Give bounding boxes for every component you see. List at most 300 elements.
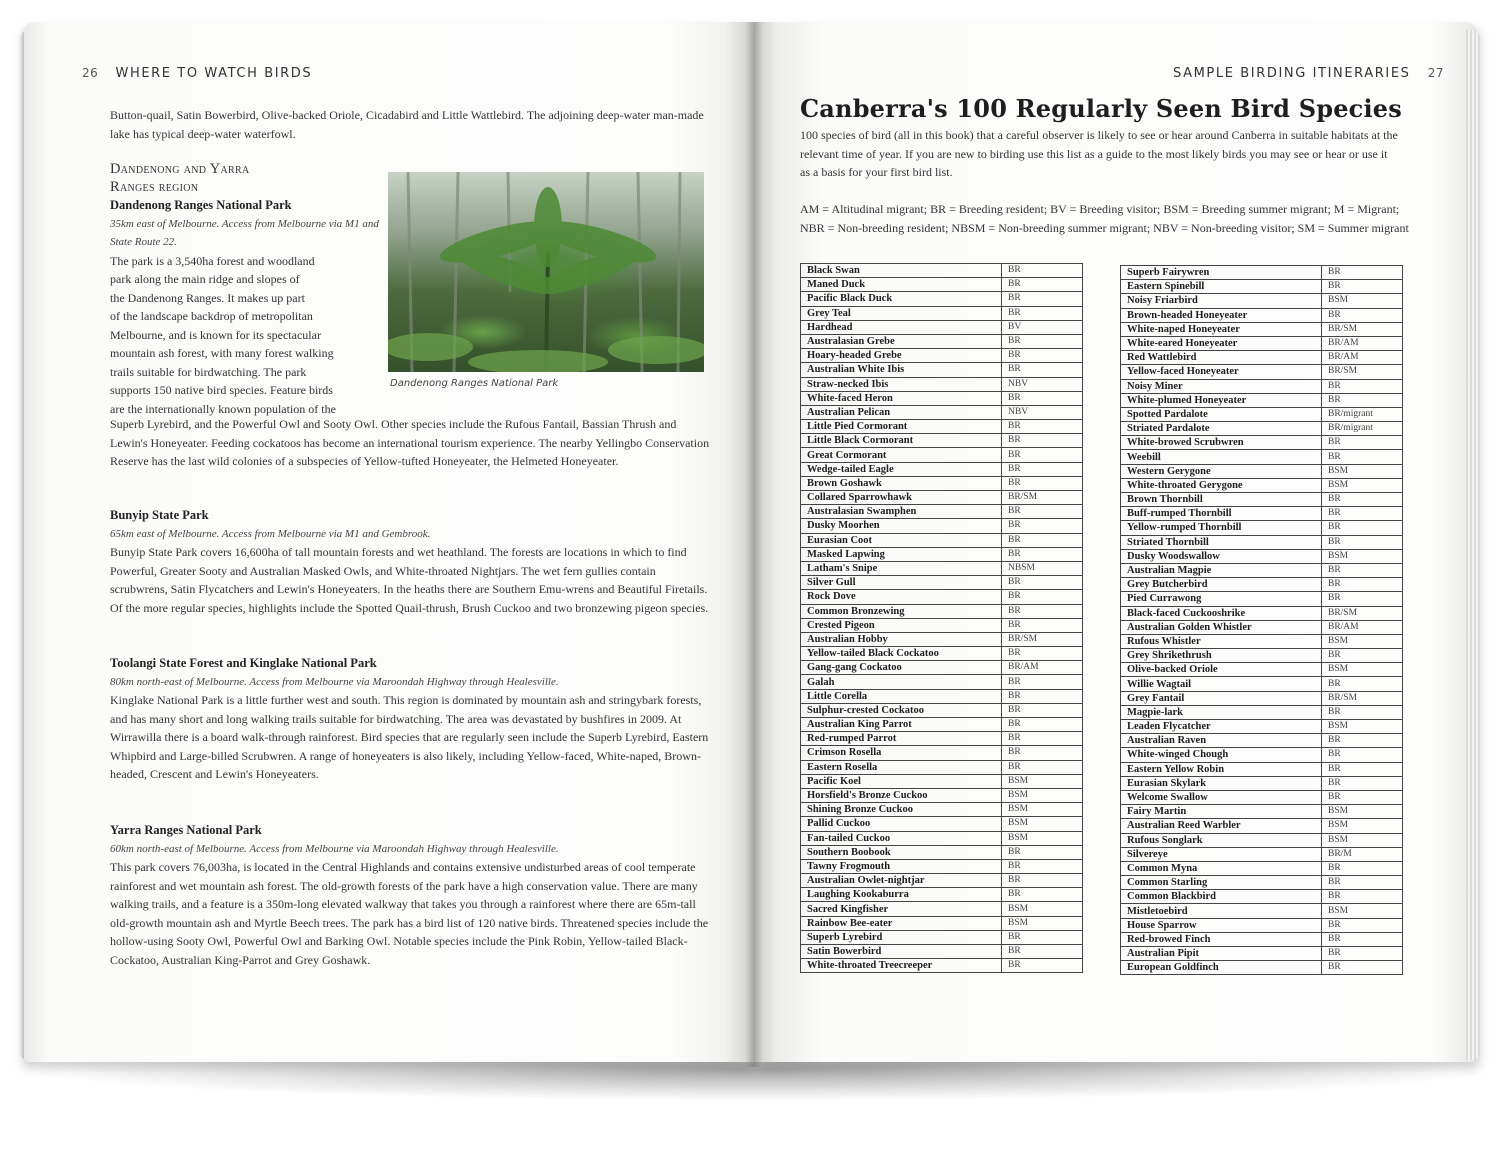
species-status: BR <box>1322 734 1403 748</box>
species-name: Australian Reed Warbler <box>1121 819 1322 833</box>
page-edges-right <box>1466 30 1480 1060</box>
species-status: BR <box>1002 576 1083 590</box>
species-name: Pacific Koel <box>801 774 1002 788</box>
table-row <box>801 930 1083 944</box>
species-name: Collared Sparrowhawk <box>801 491 1002 505</box>
table-row <box>1121 833 1403 847</box>
species-name: Little Black Cormorant <box>801 434 1002 448</box>
species-status: BSM <box>1322 805 1403 819</box>
species-status: BSM <box>1002 788 1083 802</box>
table-row <box>1121 918 1403 932</box>
species-status: NBV <box>1002 405 1083 419</box>
species-name: Black-faced Cuckooshrike <box>1121 606 1322 620</box>
table-row <box>801 576 1083 590</box>
species-status: BR <box>1002 760 1083 774</box>
species-status: BR <box>1322 563 1403 577</box>
table-row <box>1121 606 1403 620</box>
right-running-head <box>1173 66 1444 81</box>
species-status: BR/AM <box>1002 661 1083 675</box>
species-status: BSM <box>1002 831 1083 845</box>
species-status: BR <box>1002 618 1083 632</box>
park-title-toolangi: Toolangi State Forest and Kinglake National Park <box>110 656 377 670</box>
park-title-yarra: Yarra Ranges National Park <box>110 823 262 837</box>
species-name: Galah <box>801 675 1002 689</box>
intro-block <box>800 126 1400 182</box>
table-row <box>1121 507 1403 521</box>
species-status: BR <box>1002 647 1083 661</box>
species-status: NBSM <box>1002 561 1083 575</box>
species-name: Western Gerygone <box>1121 464 1322 478</box>
right-running-title: SAMPLE BIRDING ITINERARIES <box>1173 66 1411 81</box>
species-status: BV <box>1002 320 1083 334</box>
park-access-yarra: 60km north-east of Melbourne. Access from Melbourne via Maroondah Highway through Healesville. <box>110 842 559 855</box>
species-name: Red-browed Finch <box>1121 932 1322 946</box>
species-status: BSM <box>1322 833 1403 847</box>
species-name: Striated Thornbill <box>1121 535 1322 549</box>
species-name: Australasian Swamphen <box>801 505 1002 519</box>
table-row <box>1121 478 1403 492</box>
species-name: Pallid Cuckoo <box>801 817 1002 831</box>
table-row <box>1121 351 1403 365</box>
species-name: Grey Butcherbird <box>1121 578 1322 592</box>
species-status: BR/SM <box>1002 632 1083 646</box>
species-status: BR/AM <box>1322 351 1403 365</box>
species-name: Superb Lyrebird <box>801 930 1002 944</box>
photo-caption: Dandenong Ranges National Park <box>390 378 559 389</box>
species-name: Red Wattlebird <box>1121 351 1322 365</box>
species-status: BR <box>1322 776 1403 790</box>
table-row <box>1121 691 1403 705</box>
species-name: White-plumed Honeyeater <box>1121 393 1322 407</box>
table-row <box>801 476 1083 490</box>
species-name: Gang-gang Cockatoo <box>801 661 1002 675</box>
species-status: BR <box>1002 590 1083 604</box>
table-row <box>1121 578 1403 592</box>
table-row <box>801 434 1083 448</box>
legend-block <box>800 200 1410 237</box>
species-status: BR <box>1322 861 1403 875</box>
bunyip-section <box>110 506 710 617</box>
species-status: BR <box>1002 363 1083 377</box>
table-row <box>1121 947 1403 961</box>
table-row <box>1121 805 1403 819</box>
species-name: Australian King Parrot <box>801 718 1002 732</box>
species-name: Tawny Frogmouth <box>801 859 1002 873</box>
species-name: Grey Fantail <box>1121 691 1322 705</box>
species-name: Grey Teal <box>801 306 1002 320</box>
species-status: BSM <box>1002 916 1083 930</box>
left-running-head <box>82 66 312 81</box>
table-row <box>1121 521 1403 535</box>
left-page-number: 26 <box>82 66 99 80</box>
species-name: Australian Pipit <box>1121 947 1322 961</box>
table-row <box>801 689 1083 703</box>
body-line: are the internationally known population of the <box>110 401 336 416</box>
species-status: BR <box>1322 493 1403 507</box>
dandenong-section <box>110 160 380 418</box>
right-page-number: 27 <box>1427 66 1444 80</box>
species-name: Masked Lapwing <box>801 547 1002 561</box>
species-name: Fairy Martin <box>1121 805 1322 819</box>
page-title: Canberra's 100 Regularly Seen Bird Species <box>800 94 1402 123</box>
species-status: BR/SM <box>1322 691 1403 705</box>
species-name: Welcome Swallow <box>1121 790 1322 804</box>
species-name: Horsfield's Bronze Cuckoo <box>801 788 1002 802</box>
species-name: Brown Thornbill <box>1121 493 1322 507</box>
species-name: European Goldfinch <box>1121 961 1322 975</box>
species-status: NBV <box>1002 377 1083 391</box>
intro-text: Button-quail, Satin Bowerbird, Olive-backed Oriole, Cicadabird and Little Wattlebird. The adjoining deep-water man-made lake has typical deep-water waterfowl. <box>110 108 704 141</box>
right-page <box>754 22 1476 1062</box>
park-body-dandenong <box>110 252 380 419</box>
species-name: Magpie-lark <box>1121 705 1322 719</box>
table-row <box>801 590 1083 604</box>
species-status: BR <box>1322 436 1403 450</box>
species-status: BR <box>1002 462 1083 476</box>
table-row <box>1121 776 1403 790</box>
table-row <box>801 959 1083 973</box>
table-row <box>801 278 1083 292</box>
species-status: BR/M <box>1322 847 1403 861</box>
species-name: Red-rumped Parrot <box>801 732 1002 746</box>
table-row <box>801 349 1083 363</box>
species-name: House Sparrow <box>1121 918 1322 932</box>
species-status: BR <box>1322 280 1403 294</box>
species-name: Common Bronzewing <box>801 604 1002 618</box>
species-name: Yellow-tailed Black Cockatoo <box>801 647 1002 661</box>
species-status: BSM <box>1322 478 1403 492</box>
species-status: BR <box>1322 450 1403 464</box>
species-status: BR <box>1322 790 1403 804</box>
species-name: Australian Raven <box>1121 734 1322 748</box>
table-row <box>801 647 1083 661</box>
species-name: White-throated Treecreeper <box>801 959 1002 973</box>
species-name: Australian Pelican <box>801 405 1002 419</box>
table-row <box>801 604 1083 618</box>
species-status: BR/SM <box>1322 365 1403 379</box>
species-status: BR <box>1002 888 1083 902</box>
species-name: Satin Bowerbird <box>801 945 1002 959</box>
species-status: BR <box>1322 876 1403 890</box>
species-status: BR/migrant <box>1322 422 1403 436</box>
table-row <box>801 874 1083 888</box>
species-name: Sulphur-crested Cockatoo <box>801 703 1002 717</box>
species-status: BR <box>1002 718 1083 732</box>
species-status: BR <box>1322 705 1403 719</box>
species-status: BR <box>1322 308 1403 322</box>
species-name: Southern Boobook <box>801 845 1002 859</box>
species-status: BSM <box>1002 817 1083 831</box>
table-row <box>801 831 1083 845</box>
species-status: BR <box>1002 306 1083 320</box>
dandenong-body-continued <box>110 415 710 471</box>
table-row <box>801 320 1083 334</box>
table-row <box>801 405 1083 419</box>
table-row <box>1121 819 1403 833</box>
species-status: BR <box>1322 649 1403 663</box>
table-row <box>1121 620 1403 634</box>
table-row <box>1121 336 1403 350</box>
species-status: BR <box>1322 947 1403 961</box>
table-row <box>801 902 1083 916</box>
species-status: BR <box>1002 547 1083 561</box>
park-body-dandenong-rest: Superb Lyrebird, and the Powerful Owl and Sooty Owl. Other species include the Rufous Fantail, Bassian Thrush and Lewin's Honeyeater. Feeding cockatoos has become an international tourism experience. The nearby Yellingbo Conservation Reserve has the last wild colonies of a subspecies of Yellow-tufted Honeyeater, the Helmeted Honeyeater. <box>110 417 710 468</box>
species-status: BSM <box>1322 294 1403 308</box>
table-row <box>1121 493 1403 507</box>
species-status: BR <box>1322 890 1403 904</box>
species-name: Common Blackbird <box>1121 890 1322 904</box>
species-name: Striated Pardalote <box>1121 422 1322 436</box>
species-status: BR <box>1002 874 1083 888</box>
table-row <box>801 264 1083 278</box>
species-status: BR <box>1002 859 1083 873</box>
table-row <box>1121 663 1403 677</box>
body-line: park along the main ridge and slopes of <box>110 272 300 286</box>
species-status: BR <box>1322 521 1403 535</box>
table-row <box>1121 847 1403 861</box>
table-row <box>801 845 1083 859</box>
species-name: White-naped Honeyeater <box>1121 322 1322 336</box>
table-row <box>1121 280 1403 294</box>
species-name: Hoary-headed Grebe <box>801 349 1002 363</box>
species-status: BR/SM <box>1002 491 1083 505</box>
table-row <box>801 888 1083 902</box>
species-status: BR <box>1322 266 1403 280</box>
region-title-line2: Ranges region <box>110 179 199 195</box>
species-name: Fan-tailed Cuckoo <box>801 831 1002 845</box>
species-status: BSM <box>1322 549 1403 563</box>
species-name: Straw-necked Ibis <box>801 377 1002 391</box>
table-row <box>801 788 1083 802</box>
table-row <box>1121 308 1403 322</box>
species-status: BR <box>1002 505 1083 519</box>
species-name: Australian Owlet-nightjar <box>801 874 1002 888</box>
table-row <box>1121 904 1403 918</box>
status-legend: AM = Altitudinal migrant; BR = Breeding resident; BV = Breeding visitor; BSM = Breeding summer migrant; M = Migrant; NBR = Non-breeding resident; NBSM = Non-breeding summer migrant; NBV = Non-breeding visitor; SM = Summer migrant <box>800 202 1409 235</box>
species-status: BR <box>1322 932 1403 946</box>
species-name: Hardhead <box>801 320 1002 334</box>
species-name: Leaden Flycatcher <box>1121 720 1322 734</box>
species-name: Pied Currawong <box>1121 592 1322 606</box>
table-row <box>801 916 1083 930</box>
table-row <box>1121 876 1403 890</box>
species-status: BR <box>1002 434 1083 448</box>
species-name: Black Swan <box>801 264 1002 278</box>
species-status: BSM <box>1002 774 1083 788</box>
fern-illustration <box>388 172 704 372</box>
table-row <box>1121 379 1403 393</box>
species-name: Rainbow Bee-eater <box>801 916 1002 930</box>
table-row <box>1121 705 1403 719</box>
table-row <box>801 519 1083 533</box>
forest-fern-photo <box>388 172 704 372</box>
intro-paragraph <box>110 106 710 143</box>
table-row <box>801 377 1083 391</box>
species-status: BSM <box>1322 904 1403 918</box>
species-status: BR <box>1322 677 1403 691</box>
species-status: BR <box>1002 533 1083 547</box>
table-row <box>1121 422 1403 436</box>
species-name: Latham's Snipe <box>801 561 1002 575</box>
species-name: Silvereye <box>1121 847 1322 861</box>
species-name: Australasian Grebe <box>801 334 1002 348</box>
species-status: BSM <box>1322 720 1403 734</box>
species-name: Noisy Miner <box>1121 379 1322 393</box>
species-name: Silver Gull <box>801 576 1002 590</box>
species-status: BR <box>1322 535 1403 549</box>
table-row <box>1121 549 1403 563</box>
species-name: Yellow-faced Honeyeater <box>1121 365 1322 379</box>
species-name: Brown-headed Honeyeater <box>1121 308 1322 322</box>
species-name: Sacred Kingfisher <box>801 902 1002 916</box>
species-status: BR <box>1002 746 1083 760</box>
table-row <box>1121 762 1403 776</box>
species-name: Eastern Yellow Robin <box>1121 762 1322 776</box>
species-name: White-eared Honeyeater <box>1121 336 1322 350</box>
species-status: BR/SM <box>1322 322 1403 336</box>
species-name: Shining Bronze Cuckoo <box>801 803 1002 817</box>
species-name: Spotted Pardalote <box>1121 407 1322 421</box>
table-row <box>801 533 1083 547</box>
species-name: Great Cormorant <box>801 448 1002 462</box>
species-status: BR <box>1002 264 1083 278</box>
species-status: BR <box>1002 732 1083 746</box>
table-row <box>801 718 1083 732</box>
park-title-bunyip: Bunyip State Park <box>110 508 209 522</box>
park-access-bunyip: 65km east of Melbourne. Access from Melbourne via M1 and Gembrook. <box>110 527 431 540</box>
table-row <box>1121 450 1403 464</box>
species-name: Common Myna <box>1121 861 1322 875</box>
table-row <box>1121 407 1403 421</box>
table-row <box>801 420 1083 434</box>
book-spine <box>745 22 763 1067</box>
table-row <box>1121 649 1403 663</box>
table-row <box>801 491 1083 505</box>
table-row <box>801 306 1083 320</box>
species-name: Little Pied Cormorant <box>801 420 1002 434</box>
species-status: BR <box>1002 703 1083 717</box>
species-status: BR <box>1002 334 1083 348</box>
species-status: BR <box>1002 689 1083 703</box>
body-line: the Dandenong Ranges. It makes up part <box>110 290 305 305</box>
table-row <box>801 703 1083 717</box>
species-status: BR <box>1002 959 1083 973</box>
table-row <box>801 732 1083 746</box>
table-row <box>801 632 1083 646</box>
table-row <box>1121 890 1403 904</box>
park-body-bunyip: Bunyip State Park covers 16,600ha of tall mountain forests and wet heathland. The forests are locations in which to find Powerful, Greater Sooty and Australian Masked Owls, and White-throated Nightjars. The wet fern gullies contain scrubwrens, Satin Flycatchers and Lewin's Honeyeaters. In the heaths there are Southern Emu-wrens and Beautiful Firetails. Of the more regular species, highlights include the Spotted Quail-thrush, Brush Cuckoo and two bronzewing pigeon species. <box>110 545 709 615</box>
toolangi-section <box>110 654 710 784</box>
table-row <box>1121 677 1403 691</box>
species-status: BR <box>1002 448 1083 462</box>
species-name: White-winged Chough <box>1121 748 1322 762</box>
species-status: BR <box>1002 519 1083 533</box>
species-status: BR/AM <box>1322 620 1403 634</box>
species-name: Eurasian Skylark <box>1121 776 1322 790</box>
species-name: Willie Wagtail <box>1121 677 1322 691</box>
table-row <box>801 561 1083 575</box>
species-name: Australian Magpie <box>1121 563 1322 577</box>
species-table-left <box>800 263 1083 973</box>
table-row <box>801 760 1083 774</box>
table-row <box>1121 436 1403 450</box>
species-name: Wedge-tailed Eagle <box>801 462 1002 476</box>
table-row <box>1121 563 1403 577</box>
species-name: Superb Fairywren <box>1121 266 1322 280</box>
park-body-toolangi: Kinglake National Park is a little further west and south. This region is dominated by mountain ash and stringybark forests, and has many short and long walking trails suitable for birdwatching. The area was devastated by bushfires in 2009. At Wirrawilla there is a board walk-through rainforest. Bird species that are regularly seen include the Superb Lyrebird, Eastern Whipbird and Large-billed Scrubwren. A range of honeyeaters is also likely, including Yellow-faced, White-naped, Brown-headed, Crescent and Lewin's Honeyeaters. <box>110 693 709 781</box>
species-status: BR <box>1002 278 1083 292</box>
park-title-dandenong: Dandenong Ranges National Park <box>110 198 292 212</box>
table-row <box>801 817 1083 831</box>
table-row <box>801 661 1083 675</box>
species-status: BR <box>1322 578 1403 592</box>
table-row <box>801 675 1083 689</box>
species-status: BR/SM <box>1322 606 1403 620</box>
park-access-toolangi: 80km north-east of Melbourne. Access from Melbourne via Maroondah Highway through Healesville. <box>110 675 559 688</box>
table-row <box>1121 322 1403 336</box>
species-name: Pacific Black Duck <box>801 292 1002 306</box>
table-row <box>801 746 1083 760</box>
table-row <box>801 363 1083 377</box>
species-status: BR <box>1322 762 1403 776</box>
table-row <box>1121 634 1403 648</box>
species-status: BR/AM <box>1322 336 1403 350</box>
table-row <box>1121 932 1403 946</box>
species-status: BSM <box>1322 634 1403 648</box>
species-name: Mistletoebird <box>1121 904 1322 918</box>
species-name: Australian White Ibis <box>801 363 1002 377</box>
species-status: BSM <box>1002 902 1083 916</box>
species-status: BR <box>1322 393 1403 407</box>
species-status: BR <box>1002 476 1083 490</box>
table-row <box>1121 294 1403 308</box>
table-row <box>801 462 1083 476</box>
species-status: BR <box>1002 845 1083 859</box>
body-line: trails suitable for birdwatching. The park <box>110 364 307 379</box>
species-name: Noisy Friarbird <box>1121 294 1322 308</box>
table-row <box>1121 734 1403 748</box>
table-row <box>1121 720 1403 734</box>
species-name: Eastern Spinebill <box>1121 280 1322 294</box>
species-name: Brown Goshawk <box>801 476 1002 490</box>
table-row <box>801 334 1083 348</box>
body-line: mountain ash forest, with many forest walking <box>110 346 334 360</box>
species-table-right <box>1120 265 1403 975</box>
table-row <box>801 618 1083 632</box>
species-name: Dusky Woodswallow <box>1121 549 1322 563</box>
table-row <box>801 292 1083 306</box>
table-row <box>801 803 1083 817</box>
species-name: Rufous Songlark <box>1121 833 1322 847</box>
table-row <box>801 547 1083 561</box>
table-row <box>1121 748 1403 762</box>
table-row <box>801 391 1083 405</box>
species-name: Dusky Moorhen <box>801 519 1002 533</box>
species-name: Maned Duck <box>801 278 1002 292</box>
species-status: BR <box>1002 604 1083 618</box>
species-name: White-throated Gerygone <box>1121 478 1322 492</box>
species-status: BR <box>1322 748 1403 762</box>
table-row <box>1121 535 1403 549</box>
species-status: BR <box>1002 945 1083 959</box>
park-body-yarra: This park covers 76,003ha, is located in the Central Highlands and contains extensive undisturbed areas of cool temperate rainforest and wet mountain ash forest. The old-growth forests of the park have a high conservation value. There are many walking trails, and a feature is a 350m-long elevated walkway that takes you through a rainforest where there are 65m-tall old-growth mountain ash and Myrtle Beech trees. The park has a bird list of 120 native birds. Threatened species include the hollow-using Sooty Owl, Powerful Owl and Barking Owl. Notable species include the Pink Robin, Yellow-tailed Black-Cockatoo, Australian King-Parrot and Grey Goshawk. <box>110 860 709 967</box>
species-status: BR <box>1322 592 1403 606</box>
body-line: of the landscape backdrop of metropolitan <box>110 309 313 323</box>
species-status: BR <box>1002 420 1083 434</box>
species-status: BR <box>1322 918 1403 932</box>
park-access-dandenong: 35km east of Melbourne. Access from Melbourne via M1 and State Route 22. <box>110 217 379 248</box>
left-running-title: WHERE TO WATCH BIRDS <box>115 66 313 81</box>
